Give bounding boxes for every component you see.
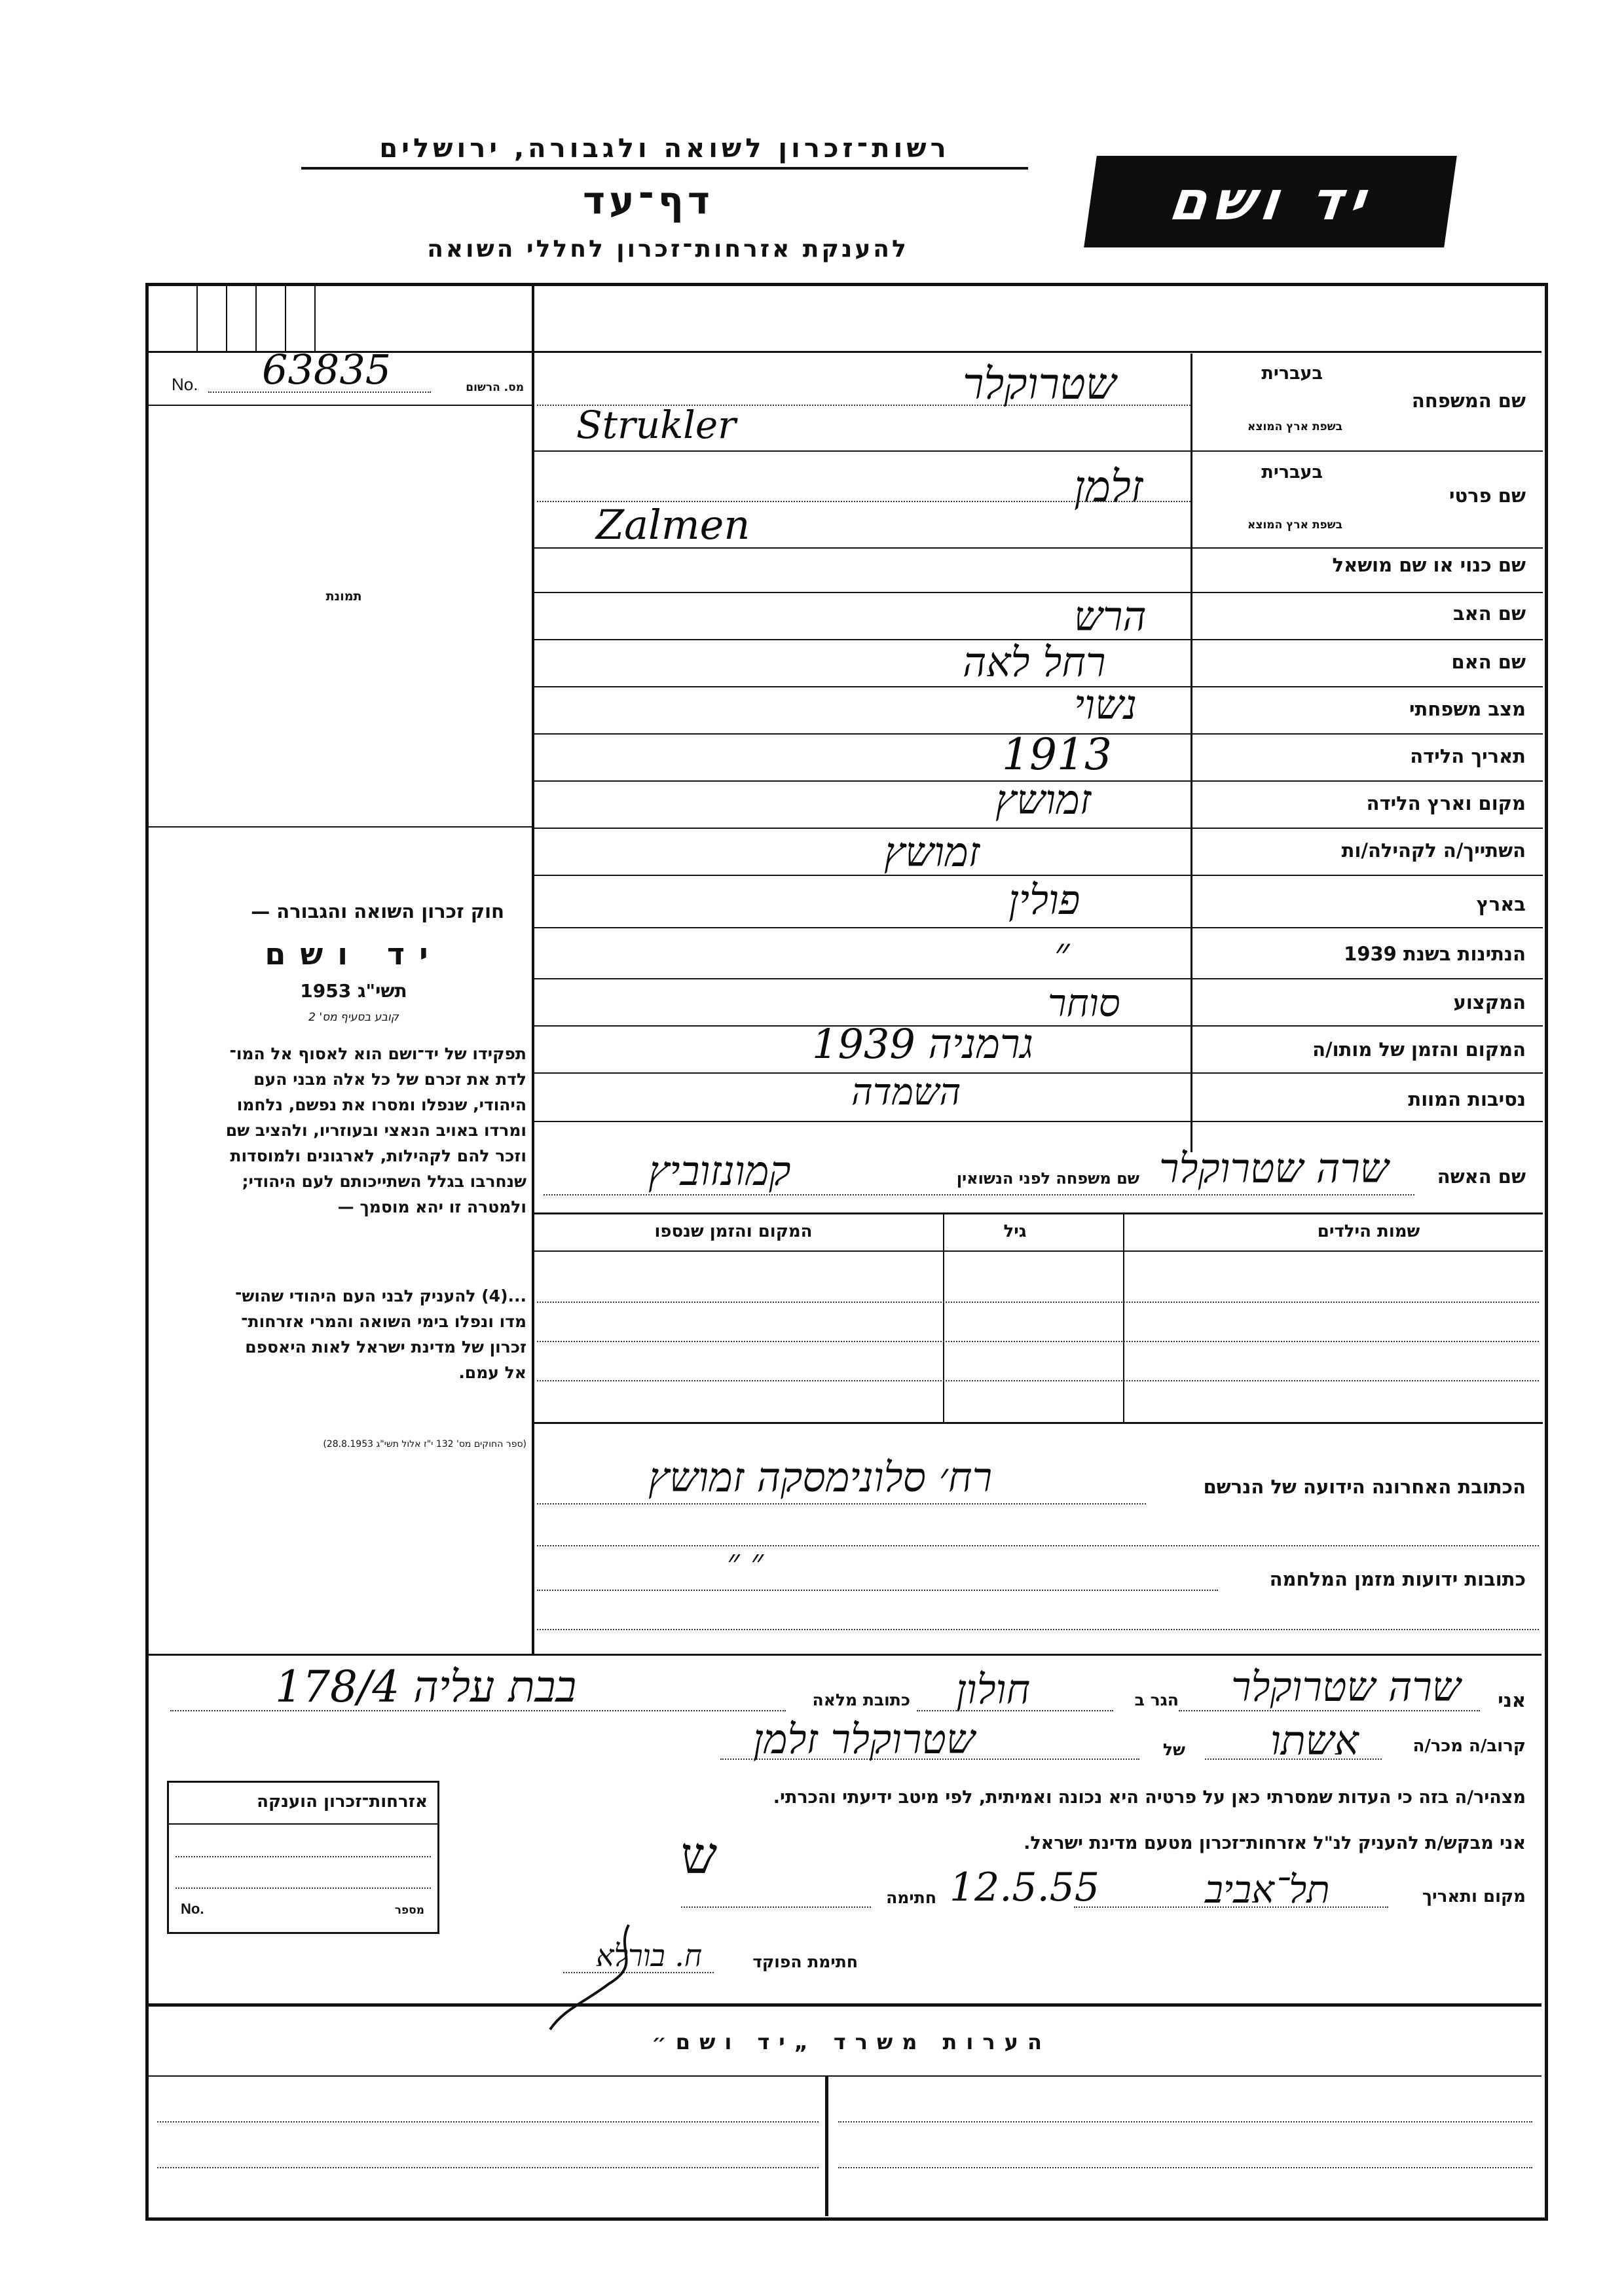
children-divider-2 [943,1212,944,1422]
citizenship-box-dots-2 [175,1887,431,1889]
address-bottom-line [149,1654,1541,1656]
form-title: דף־עד [582,178,714,223]
last-address: רח׳ סלונימסקה זמושץ [648,1453,993,1501]
of-dots [720,1758,1139,1760]
mother-label: שם האם [1451,651,1526,673]
last-address-label-a: הכתובת האחרונה [1371,1476,1526,1498]
country-label: בארץ [1476,893,1526,915]
last-address-label [1153,1476,1526,1498]
death-circumstances: השמדה [851,1071,961,1114]
family-name-hebrew: שטרוקלר [963,359,1116,409]
law-line: תפקידו של יד־ושם הוא לאסוף אל המו־ [229,1044,526,1063]
office-center-divider [825,2075,828,2216]
maiden-name: קמונזוביץ [648,1147,791,1195]
office-row [157,2121,819,2123]
citizenship-box-number-label: מספר [394,1904,424,1917]
wife-name: שרה שטרוקלר [1159,1144,1389,1192]
children-head-line [534,1250,1543,1252]
declaration-i-label: אני [1498,1689,1526,1711]
law-line: אל עמם. [458,1363,526,1382]
statement-2: אני מבקש/ת להעניק לנ"ל אזרחות־זכרון מטעם מדינת ישראל. [1024,1833,1526,1853]
law-line: ...(4) להעניק לבני העם היהודי שהוש־ [234,1286,526,1305]
children-col-names: שמות הילדים [1317,1222,1420,1241]
last-address-dots-2 [537,1545,1539,1546]
of-value: שטרוקלר זלמן [753,1715,975,1763]
children-col-age: גיל [1003,1222,1027,1241]
relation-dots [1205,1758,1382,1760]
war-address-dots [537,1590,1218,1591]
declarant-signature: ש [681,1827,718,1886]
office-row [157,2167,819,2168]
photo-label: תמונת [325,589,362,604]
law-clause: קובע בסעיף מס' 2 [308,1011,399,1024]
death-circ-label: נסיבות המוות [1408,1088,1526,1110]
citizenship-box-dots-1 [175,1856,431,1857]
first-name-origin: Zalmen [596,501,750,549]
death-circ-line [534,1121,1543,1122]
citizenship-label: הנתינות בשנת 1939 [1344,943,1526,965]
law-year: תשי"ג 1953 [300,980,407,1002]
law-name: יד ושם [265,936,443,972]
birthplace-line [534,828,1543,829]
law-line: לדת את זכרם של כל אלה מבני העם [253,1070,526,1089]
full-address: בבת עליה 178/4 [275,1662,577,1712]
wife-dots [544,1194,1414,1195]
law-line: וזכר להם לקהילות, לארגונים ולמוסדות [230,1146,526,1165]
registration-number: 63835 [262,346,392,393]
full-address-label: כתובת מלאה [812,1690,910,1709]
family-name-label: שם המשפחה [1411,390,1526,412]
first-name-line [534,547,1543,549]
yad-vashem-logo [1084,156,1457,247]
marital-status: נשוי [1074,681,1137,729]
death-place-time: גרמניה 1939 [812,1020,1033,1068]
origin-lang-label-family: בשפת ארץ המוצא [1247,420,1342,433]
wife-label: שם האשה [1437,1165,1526,1188]
origin-lang-label-first: בשפת ארץ המוצא [1247,519,1342,532]
authority-underline [301,167,1028,170]
office-row [838,2121,1532,2123]
mother-name: רחל לאה [963,638,1106,686]
children-row [537,1341,1539,1342]
birthplace-label: מקום וארץ הלידה [1366,792,1526,814]
law-line: ולמטרה זו יהא מוסמך — [337,1197,526,1216]
community-label: השתייך/ה לקהילה/ות [1341,839,1526,862]
children-divider-1 [1123,1212,1124,1422]
law-line: היהודי, שנפלו ומסרו את נפשם, נלחמו [236,1095,526,1114]
registration-no-prefix: No. [172,374,198,394]
hebrew-label-first: בעברית [1261,462,1323,483]
war-address-dots-2 [537,1629,1539,1630]
hebrew-label-family: בעברית [1261,363,1323,384]
father-label: שם האב [1452,602,1526,625]
citizenship-box [167,1781,439,1934]
profession-line [534,1025,1543,1027]
last-address-dots [537,1503,1146,1504]
profession: סוחר [1048,981,1120,1025]
place-dots [1074,1906,1388,1908]
children-row [537,1302,1539,1303]
tick-box-5 [314,285,316,351]
place-date-label: מקום ותאריך [1422,1887,1526,1906]
marital-label: מצב משפחתי [1409,698,1526,720]
left-column-divider [532,285,534,1654]
authority-title: רשות־זכרון לשואה ולגבורה, ירושלים [379,134,950,164]
signature-label: חתימה [886,1888,936,1907]
war-address-label: כתובות ידועות מזמן המלחמה [1269,1568,1526,1590]
office-notes-title: הערות משרד „יד ושם״ [652,2030,1051,2054]
relation-label: קרוב/ה מכר/ה [1412,1736,1526,1756]
city-dots [917,1710,1113,1711]
first-name-label: שם פרטי [1449,484,1526,507]
maiden-name-label: שם משפחה לפני הנשואין [956,1169,1139,1188]
declarant-name: שרה שטרוקלר [1231,1663,1461,1711]
country: פולין [1008,876,1080,924]
nickname-label: שם כנוי או שם מושאל [1332,554,1526,576]
tick-box-4 [285,285,286,351]
nickname-line [534,592,1543,593]
mother-line [534,686,1543,687]
full-address-dots [170,1710,786,1711]
of-label: של [1162,1740,1185,1759]
citizenship-box-no: No. [181,1901,204,1917]
citizenship-line [534,978,1543,979]
resides-label: הגר ב [1134,1690,1179,1709]
birthdate: 1913 [1002,729,1112,780]
father-name: הרש [1074,592,1147,640]
relation: אשתו [1270,1717,1359,1764]
profession-label: המקצוע [1453,991,1526,1013]
registration-line [149,405,533,406]
officer-label: חתימת הפוקד [752,1952,858,1971]
law-paragraph-2 [160,1283,526,1385]
tick-box-1 [196,285,198,351]
first-name-hebrew: זלמן [1074,462,1143,512]
law-paragraph-1 [160,1041,526,1220]
law-line: מדו ונפלו בימי השואה והמרי אזרחות־ [241,1312,526,1331]
law-line: זכרון של מדינת ישראל לאות היאספם [245,1338,526,1357]
children-col-place: המקום והזמן שנספו [654,1222,813,1241]
last-address-label-c: של הנרשם [1203,1476,1297,1498]
children-bottom-line [534,1422,1543,1424]
officer-scribble [537,1912,668,2043]
declarant-dots [1179,1710,1480,1711]
address-ditto: ״ ״ [727,1542,764,1582]
wife-line [534,1212,1543,1214]
date: 12.5.55 [950,1865,1100,1910]
citizenship: ״ [1054,928,1070,976]
registration-label: מס. הרשום [466,381,524,394]
community: זמושץ [884,828,980,876]
office-row [838,2167,1532,2168]
family-name-line [534,450,1543,452]
signature-dots [681,1906,871,1908]
statement-1: מצהיר/ה בזה כי העדות שמסרתי כאן על פרטיה היא נכונה ואמיתית, לפי מיטב ידיעתי והכרתי. [773,1787,1526,1808]
law-line: שנחרבו בגלל השתייכותם לעם היהודי; [242,1172,526,1191]
tick-box-2 [226,285,227,351]
office-top-line [149,2003,1541,2007]
citizenship-box-line [169,1823,437,1825]
family-name-origin: Strukler [576,403,736,447]
law-title: חוק זכרון השואה והגבורה — [251,900,504,922]
citizenship-box-title: אזרחות־זכרון הוענקה [257,1792,428,1812]
death-place-label: המקום והזמן של מותו/ה [1312,1038,1526,1061]
officer-signature: ח. בורלא [596,1938,703,1973]
label-column-divider [1190,354,1192,1152]
last-address-label-b: הידועה [1303,1476,1365,1498]
birthplace: זמושץ [995,776,1092,824]
children-row [537,1380,1539,1381]
logo-text: יד ושם [1165,170,1376,232]
form-subtitle: להענקת אזרחות־זכרון לחללי השואה [427,236,909,263]
photo-bottom-line [149,826,533,828]
country-line [534,927,1543,928]
tick-box-3 [255,285,257,351]
law-citation: (ספר החוקים מס' 132 י"ז אלול תשי"ג 28.8.1953) [323,1439,526,1449]
place: תל־אביב [1205,1867,1330,1912]
law-line: ומרדו באויב הנאצי ובעוזריו, ולהציב שם [225,1121,526,1140]
residence-city: חולון [956,1666,1031,1713]
birthdate-label: תאריך הלידה [1410,745,1526,767]
office-line-1 [149,2075,1541,2077]
death-place-line [534,1072,1543,1074]
